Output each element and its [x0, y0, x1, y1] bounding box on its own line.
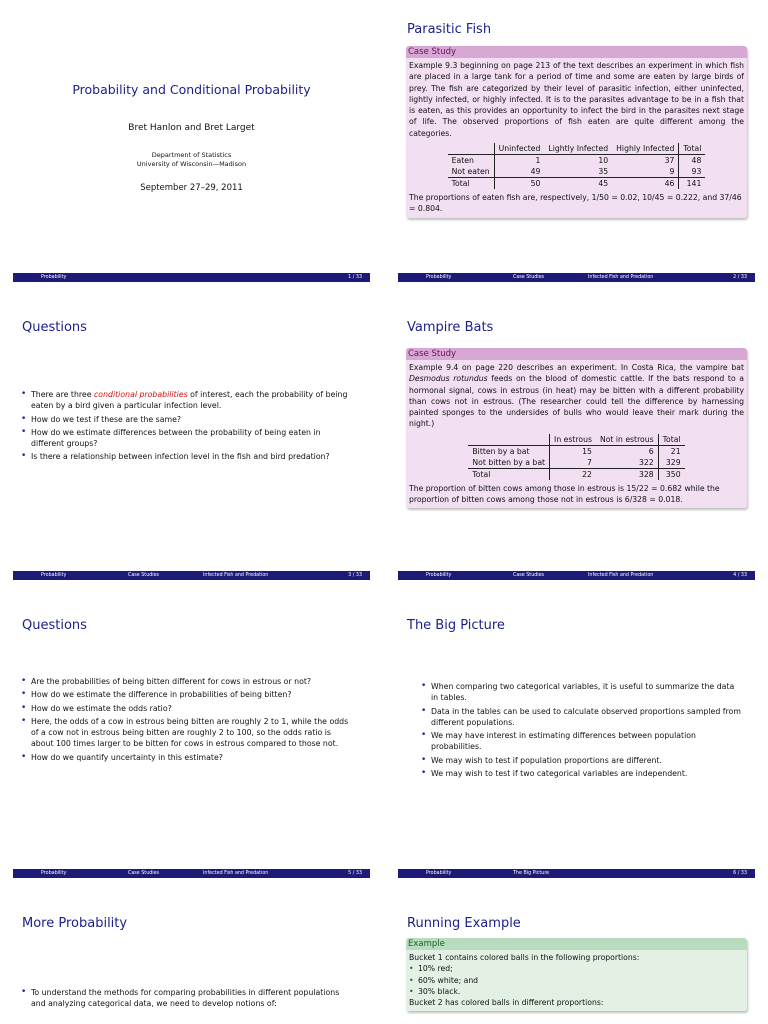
block-title: Case Study: [406, 348, 747, 360]
slide-footer: [13, 869, 370, 878]
slide-1-title: [13, 0, 370, 288]
slide-title: Parasitic Fish: [407, 22, 492, 37]
block-body: [406, 950, 747, 1011]
item-text: There are three: [31, 390, 95, 399]
list-item: • How do we quantify uncertainty in this estimate?: [21, 752, 351, 763]
department: Department of Statistics: [151, 151, 232, 159]
list-item: • Data in the tables can be used to calculate observed proportions sampled from different populations.: [421, 706, 741, 729]
footer-short-title: Probability: [426, 275, 452, 280]
footer-page-number: 5 / 33: [348, 871, 362, 876]
table-cell: Not eaten: [448, 166, 494, 178]
university: University of Wisconsin—Madison: [136, 159, 247, 168]
table-cell: 328: [596, 468, 658, 480]
block-body: [406, 58, 747, 218]
table-header: [468, 434, 549, 446]
footer-page-number: 6 / 33: [733, 871, 747, 876]
footer-subsection: Infected Fish and Predation: [588, 573, 654, 578]
text-part: feeds on the blood of domestic cattle. If the bats respond to a hormonal signal, cows in estrous (in heat) may be bitten with a different probability than cows not in estrous. (The researcher could tell the difference by harnessing painted sponges to the undersides of bulls who would leave their mark during the night.): [409, 374, 744, 429]
table-row: [468, 468, 684, 480]
table-cell: 93: [679, 166, 705, 178]
block-title: Example: [406, 938, 747, 950]
presentation-title: Probability and Conditional Probability: [72, 82, 311, 97]
table-header: In estrous: [550, 434, 596, 446]
table-cell: 329: [658, 457, 684, 469]
footer-page-number: 4 / 33: [733, 573, 747, 578]
list-item: • How do we estimate differences between the probability of being eaten in different groups?: [21, 427, 356, 450]
table-cell: 15: [582, 446, 592, 456]
table-header: Total: [658, 434, 684, 446]
slide-title: More Probability: [22, 916, 128, 931]
block-body: [406, 360, 747, 508]
table-cell: 350: [665, 469, 681, 479]
presentation-date: September 27–29, 2011: [140, 183, 243, 193]
footer-short-title: Probability: [41, 871, 67, 876]
slide-title: Questions: [22, 618, 87, 633]
list-item: • We may wish to test if two categorical variables are independent.: [421, 768, 741, 779]
table-cell: 141: [686, 179, 702, 189]
table-cell: Total: [468, 468, 549, 480]
case-study-block: [406, 348, 747, 508]
footer-page-number: 1 / 33: [348, 275, 362, 280]
table-row: [468, 445, 684, 457]
table-header: Uninfected: [494, 143, 544, 155]
table-cell: 21: [670, 446, 681, 456]
slide-footer: [13, 273, 370, 282]
example-block: [406, 938, 747, 1011]
table-row: [468, 457, 684, 469]
table-cell: Eaten: [448, 155, 494, 167]
list-item: • When comparing two categorical variables, it is useful to summarize the data in tables.: [421, 681, 741, 704]
slide-title: Vampire Bats: [407, 320, 494, 335]
slide-footer: [398, 869, 755, 878]
table-cell: Total: [448, 178, 494, 190]
slide-2-parasitic-fish: [398, 0, 755, 288]
list-item: • How do we estimate the odds ratio?: [21, 703, 351, 714]
table-cell: 50: [530, 179, 541, 189]
case-study-text: [409, 362, 744, 430]
slide-8-running-example: [398, 894, 755, 1024]
highlight-term: conditional probabilities: [94, 390, 188, 399]
slide-4-vampire-bats: [398, 298, 755, 586]
list-item: [21, 389, 356, 412]
table-cell: 45: [598, 179, 609, 189]
affiliation: [13, 151, 370, 168]
table-cell: Not bitten by a bat: [468, 457, 549, 469]
table-cell: 9: [612, 166, 679, 178]
slide-7-more-probability: [13, 894, 370, 1024]
question-list: [21, 676, 351, 765]
table-cell: Bitten by a bat: [468, 445, 549, 457]
footer-subsection: Infected Fish and Predation: [203, 871, 269, 876]
slide-title: Running Example: [407, 916, 521, 931]
footer-section: Case Studies: [513, 573, 545, 578]
list-item: • To understand the methods for comparing probabilities in different populations and analyzing categorical data, we need to develop notions of:: [21, 987, 351, 1010]
footer-page-number: 2 / 33: [733, 275, 747, 280]
list-item: • How do we estimate the difference in probabilities of being bitten?: [21, 689, 351, 700]
example-intro: Bucket 1 contains colored balls in the following proportions:: [409, 953, 640, 962]
species-name: Desmodus rotundus: [409, 374, 488, 384]
list-item: • Is there a relationship between infection level in the fish and bird predation?: [21, 451, 356, 462]
table-cell: 10: [598, 156, 609, 166]
table-header: Not in estrous: [596, 434, 658, 446]
footer-short-title: Probability: [426, 871, 452, 876]
slide-6-big-picture: [398, 596, 755, 884]
proportions-text: The proportions of eaten fish are, respectively, 1/50 = 0.02, 10/45 = 0.222, and 37/46 = 0.804.: [409, 193, 742, 214]
summary-list: [421, 681, 741, 781]
footer-section: The Big Picture: [513, 871, 550, 876]
table-header: [448, 143, 494, 155]
table-row: [448, 166, 706, 178]
question-list: [21, 389, 356, 465]
authors: Bret Hanlon and Bret Larget: [128, 123, 255, 133]
list-item: • 10% red;: [409, 963, 744, 974]
table-cell: 7: [550, 457, 596, 469]
footer-subsection: Infected Fish and Predation: [203, 573, 269, 578]
list-item: • 60% white; and: [409, 975, 744, 986]
fish-table: [448, 143, 706, 189]
table-header: Highly Infected: [612, 143, 679, 155]
table-header: Total: [679, 143, 705, 155]
case-study-text: Example 9.3 beginning on page 213 of the text describes an experiment in which fish are placed in a large tank for a period of time and some are eaten by large birds of prey. The fish are categorized by their level of parasitic infection, either uninfected, lightly infected, or highly infected. It is to the parasites advantage to be in a fish that is eaten, as this provides an opportunity to infect the bird in the parasites next stage of life. The observed proportions of fish eaten are quite different among the categories.: [409, 61, 744, 138]
footer-short-title: Probability: [426, 573, 452, 578]
example-continuation: Bucket 2 has colored balls in different proportions:: [409, 998, 604, 1008]
table-cell: 35: [544, 166, 612, 178]
case-study-block: [406, 46, 747, 218]
table-cell: 49: [494, 166, 544, 178]
block-title: Case Study: [406, 46, 747, 58]
slide-3-questions: [13, 298, 370, 586]
text-part: Example 9.4 on page 220 describes an experiment. In Costa Rica, the vampire bat: [409, 363, 744, 372]
list-item: • We may have interest in estimating differences between population probabilities.: [421, 730, 741, 753]
list-item: • How do we test if these are the same?: [21, 414, 356, 425]
slide-footer: [398, 273, 755, 282]
table-row: [448, 155, 706, 167]
table-cell: 37: [612, 155, 679, 167]
item-text: of interest, each the probability of being eaten by a bird given a particular infection level.: [31, 390, 348, 411]
table-header-row: [448, 143, 706, 155]
slide-footer: [398, 571, 755, 580]
footer-section: Case Studies: [513, 275, 545, 280]
footer-section: Case Studies: [128, 573, 160, 578]
slide-title: Questions: [22, 320, 87, 335]
list-item: • We may wish to test if population proportions are different.: [421, 755, 741, 766]
table-row: [448, 178, 706, 190]
footer-section: Case Studies: [128, 871, 160, 876]
table-cell: 22: [582, 469, 592, 479]
footer-short-title: Probability: [41, 573, 67, 578]
table-header: Lightly Infected: [544, 143, 612, 155]
table-cell: 48: [691, 156, 702, 166]
slide-5-questions: [13, 596, 370, 884]
slide-footer: [13, 571, 370, 580]
table-cell: 322: [596, 457, 658, 469]
footer-subsection: Infected Fish and Predation: [588, 275, 654, 280]
table-header-row: [468, 434, 684, 446]
list-item: • Are the probabilities of being bitten different for cows in estrous or not?: [21, 676, 351, 687]
footer-page-number: 3 / 33: [348, 573, 362, 578]
footer-short-title: Probability: [41, 275, 67, 280]
proportion-list: [409, 963, 744, 997]
list-item: • 30% black.: [409, 986, 744, 997]
list-item: • Here, the odds of a cow in estrous being bitten are roughly 2 to 1, while the odds of a cow not in estrous being bitten are roughly 2 to 100, so the odds ratio is about 100 times larger to be bitten for cows in estrous compared to those not.: [21, 716, 351, 750]
bullet-list: [21, 987, 351, 1012]
table-cell: 1: [535, 156, 541, 166]
proportions-text: The proportion of bitten cows among those in estrous is 15/22 = 0.682 while the proportion of bitten cows among those not in estrous is 6/328 = 0.018.: [409, 483, 720, 505]
table-cell: 6: [596, 445, 658, 457]
slide-title: The Big Picture: [407, 618, 505, 633]
table-cell: 46: [612, 178, 679, 190]
bats-table: [468, 434, 684, 480]
